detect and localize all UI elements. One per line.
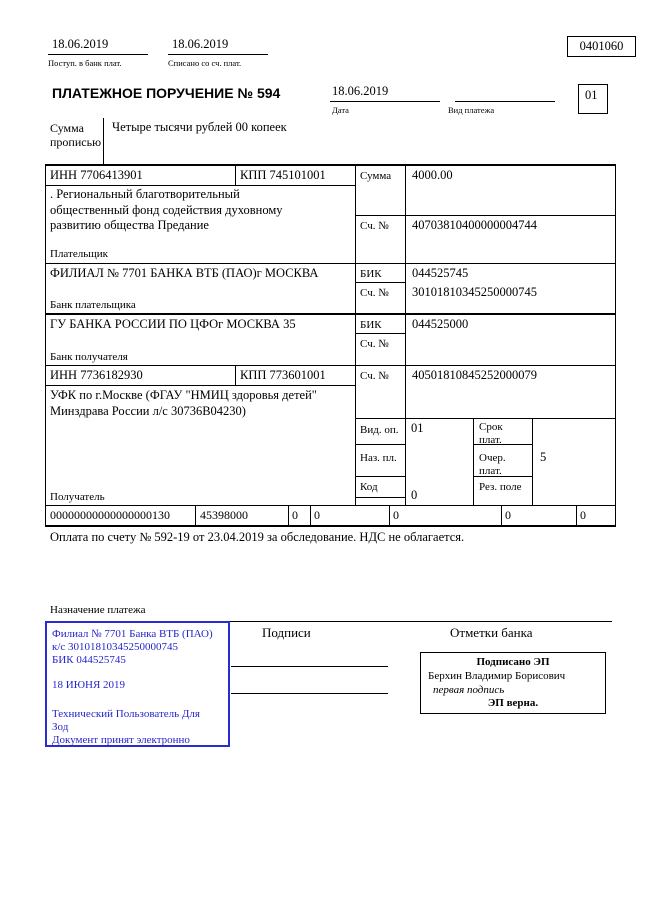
payer-account-label: Сч. №	[360, 220, 389, 232]
esignature-subtitle: первая подпись	[433, 684, 505, 696]
date-label: Дата	[332, 105, 349, 115]
signatures-header: Подписи	[262, 625, 311, 640]
table-border	[355, 418, 615, 419]
received-date: 18.06.2019	[52, 37, 109, 51]
amount-words-label: Сумма прописью	[50, 121, 102, 149]
table-border	[532, 418, 533, 505]
payee-inn: ИНН 7736182930	[50, 368, 143, 382]
esignature-title: Подписано ЭП	[476, 656, 550, 668]
written-off-date-label: Списано со сч. плат.	[168, 58, 242, 68]
table-border	[45, 505, 615, 506]
code-row-cell: 0	[580, 508, 586, 522]
naz-pl-label: Наз. пл.	[360, 452, 397, 464]
payee-account-value: 40501810845252000079	[412, 368, 537, 382]
table-border	[195, 505, 196, 525]
code-row-cell: 0	[393, 508, 399, 522]
table-border	[576, 505, 577, 525]
payer-kpp: КПП 745101001	[240, 168, 326, 182]
esignature-verified: ЭП верна.	[487, 697, 539, 709]
table-border	[473, 418, 474, 505]
bank-stamp-line: Документ принят электронно	[52, 734, 190, 746]
bank-marks-header: Отметки банка	[450, 625, 533, 640]
bank-stamp-line: Технический Пользователь Для	[52, 708, 200, 720]
document-title: ПЛАТЕЖНОЕ ПОРУЧЕНИЕ № 594	[52, 85, 281, 101]
divider	[168, 54, 268, 55]
divider	[330, 101, 440, 102]
vid-op-value: 01	[411, 421, 424, 435]
payee-bank-account-label: Сч. №	[360, 338, 389, 350]
amount-words-value: Четыре тысячи рублей 00 копеек	[112, 120, 287, 134]
form-code-box: 0401060	[567, 36, 636, 57]
payer-bank-account-label: Сч. №	[360, 287, 389, 299]
table-border	[355, 444, 405, 445]
kod-value: 0	[411, 488, 418, 502]
table-border	[45, 164, 616, 166]
payer-bank-account-value: 30101810345250000745	[412, 285, 537, 299]
table-border	[355, 497, 405, 498]
bank-stamp-line: Зод	[52, 721, 69, 733]
code-row-oktmo: 45398000	[200, 508, 248, 522]
table-border	[310, 505, 311, 525]
payment-purpose-label: Назначение платежа	[50, 604, 146, 616]
table-border	[45, 385, 355, 386]
sum-label: Сумма	[360, 170, 392, 182]
bank-stamp-line: 18 ИЮНЯ 2019	[52, 679, 126, 691]
signature-line	[231, 693, 388, 694]
payee-bank-bik-label: БИК	[360, 319, 382, 331]
status-code-box: 01	[578, 84, 608, 114]
payee-bank-bik-value: 044525000	[412, 317, 469, 331]
table-border	[45, 164, 46, 525]
payment-purpose-text: Оплата по счету № 592-19 от 23.04.2019 за обследование. НДС не облагается.	[50, 530, 465, 544]
code-row-cell: 0	[292, 508, 298, 522]
divider	[48, 54, 148, 55]
payer-account-value: 40703810400000004744	[412, 218, 537, 232]
payee-account-label: Сч. №	[360, 370, 389, 382]
table-border	[389, 505, 390, 525]
bank-stamp-line: Филиал № 7701 Банка ВТБ (ПАО)	[52, 628, 213, 640]
payee-kpp: КПП 773601001	[240, 368, 326, 382]
ocher-plat-value: 5	[540, 450, 547, 464]
payer-section-label: Плательщик	[50, 248, 108, 260]
document-date: 18.06.2019	[332, 84, 389, 98]
payer-bank-name: ФИЛИАЛ № 7701 БАНКА ВТБ (ПАО)г МОСКВА	[50, 266, 319, 280]
table-border	[45, 185, 355, 186]
payer-bank-section-label: Банк плательщика	[50, 299, 136, 311]
vid-op-label: Вид. оп.	[360, 424, 399, 436]
payee-name: УФК по г.Москве (ФГАУ "НМИЦ здоровья детей" Минздрава России л/с 30736В04230)	[50, 388, 317, 418]
payer-bank-bik-label: БИК	[360, 268, 382, 280]
table-border	[45, 525, 616, 527]
table-border	[355, 215, 615, 216]
signature-line	[231, 666, 388, 667]
table-border	[355, 282, 405, 283]
code-row-kbk: 00000000000000000130	[50, 508, 170, 522]
esignature-name: Берхин Владимир Борисович	[428, 670, 566, 682]
written-off-date: 18.06.2019	[172, 37, 229, 51]
payer-name: . Региональный благотворительный общественный фонд содействия духовному развитию общества Предание	[50, 187, 283, 232]
table-border	[235, 164, 236, 185]
table-border	[615, 164, 616, 525]
rez-pole-label: Рез. поле	[479, 481, 522, 493]
payer-bank-bik-value: 044525745	[412, 266, 469, 280]
table-border	[288, 505, 289, 525]
table-border	[355, 333, 405, 334]
payee-bank-name: ГУ БАНКА РОССИИ ПО ЦФОг МОСКВА 35	[50, 317, 296, 331]
table-border	[235, 365, 236, 385]
table-border	[45, 263, 615, 264]
payee-bank-section-label: Банк получателя	[50, 351, 128, 363]
table-border	[45, 313, 615, 315]
payment-type-label: Вид платежа	[448, 105, 495, 115]
payee-section-label: Получатель	[50, 491, 105, 503]
bank-stamp-line: к/с 30101810345250000745	[52, 641, 179, 653]
sum-value: 4000.00	[412, 168, 453, 182]
table-border	[45, 365, 615, 366]
kod-label: Код	[360, 481, 378, 493]
divider	[103, 118, 104, 164]
divider	[455, 101, 555, 102]
srok-plat-label: Срок плат.	[479, 421, 503, 446]
code-row-cell: 0	[314, 508, 320, 522]
received-date-label: Поступ. в банк плат.	[48, 58, 122, 68]
bank-stamp-line: БИК 044525745	[52, 654, 126, 666]
code-row-cell: 0	[505, 508, 511, 522]
ocher-plat-label: Очер. плат.	[479, 452, 506, 477]
table-border	[355, 476, 405, 477]
payer-inn: ИНН 7706413901	[50, 168, 143, 182]
table-border	[501, 505, 502, 525]
